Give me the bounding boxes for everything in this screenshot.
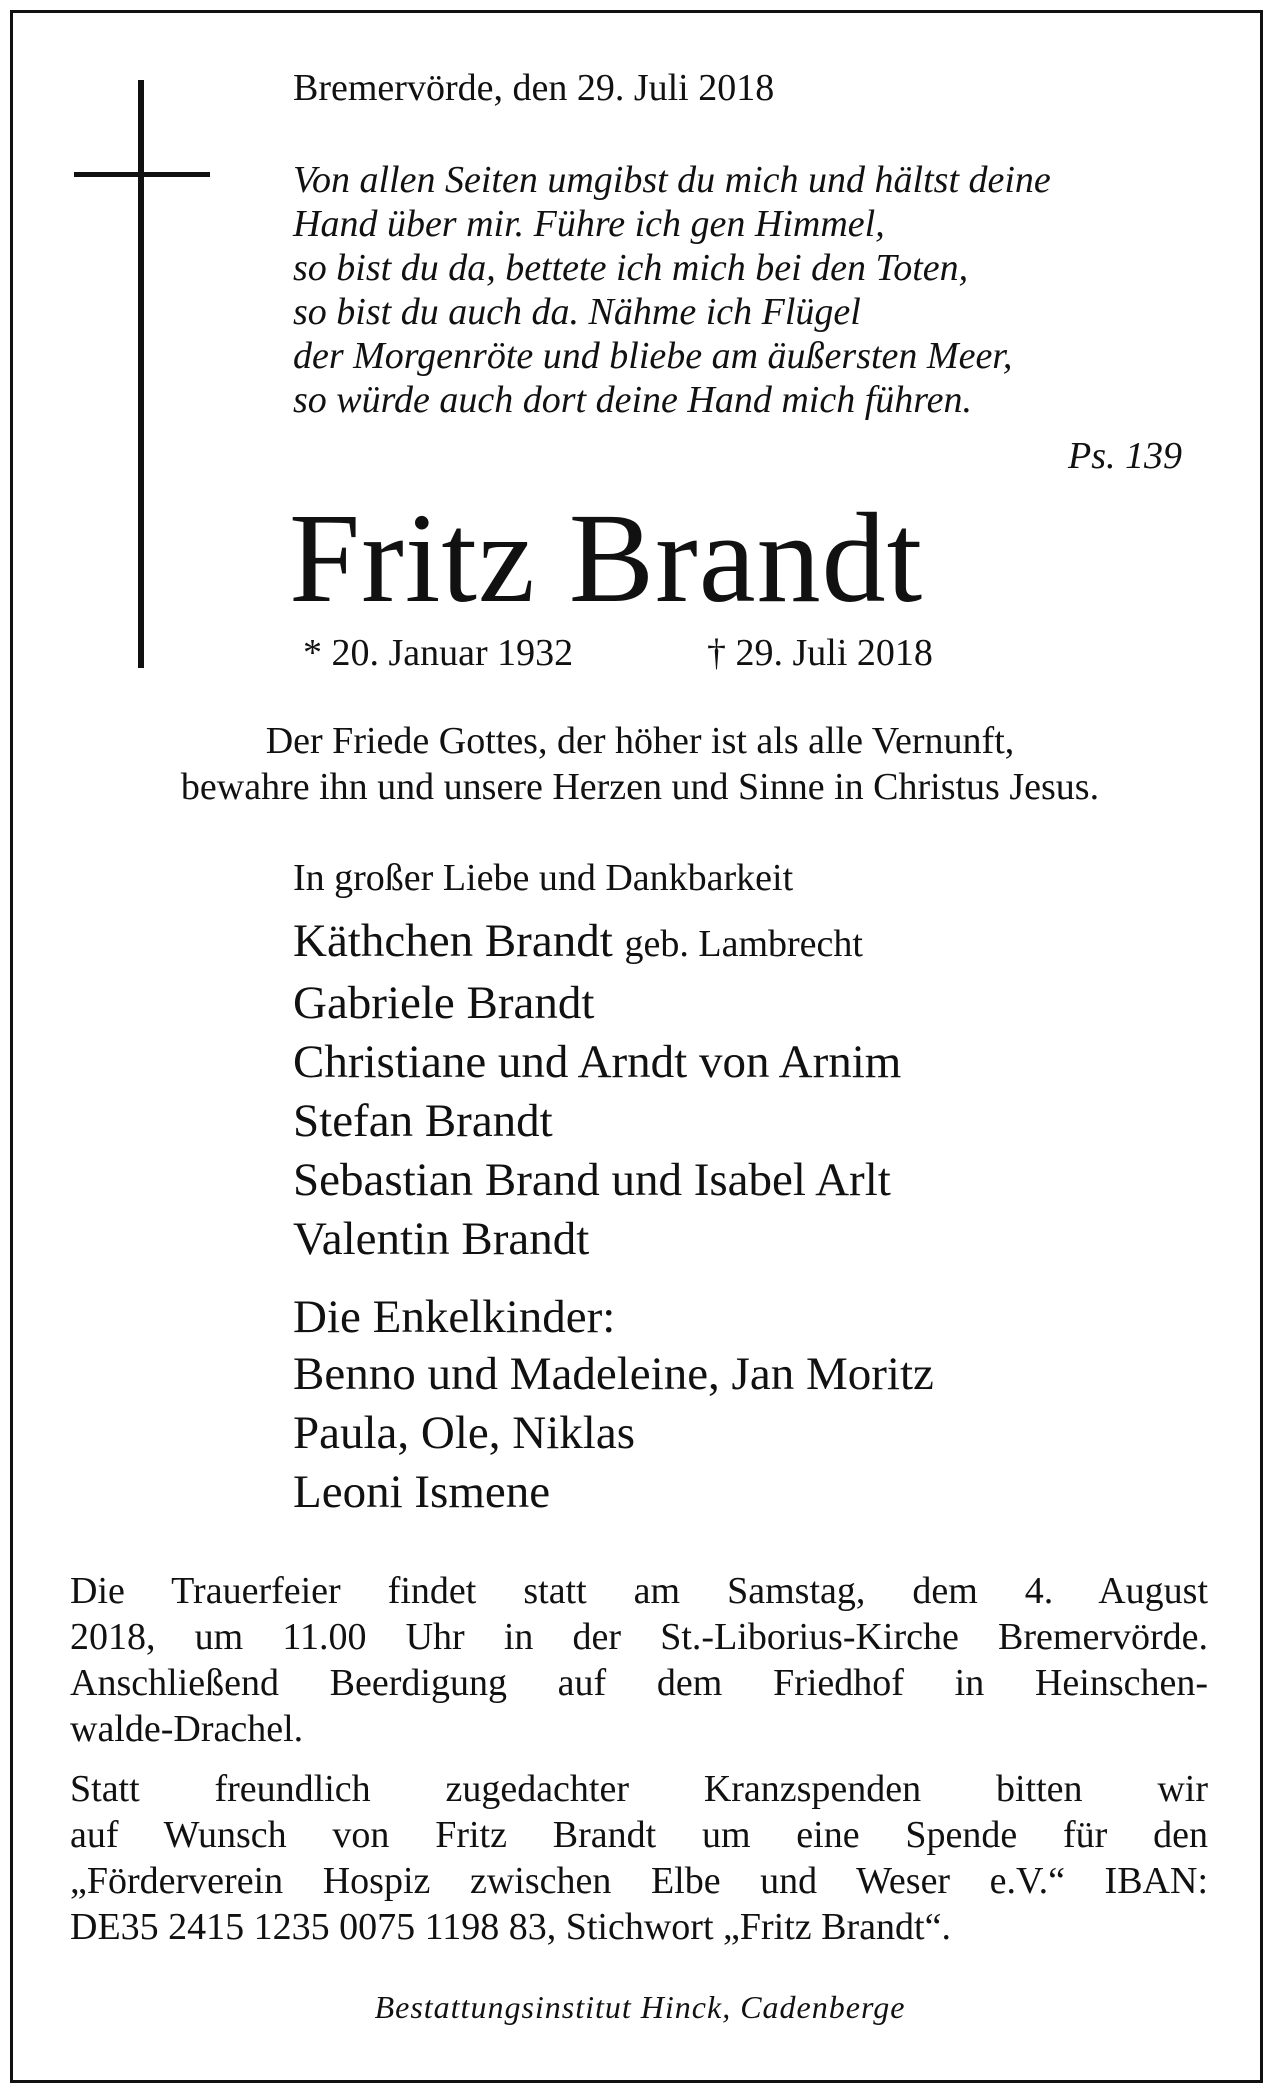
grandchildren-heading: Die Enkelkinder:	[293, 1291, 616, 1343]
funeral-line: 2018, um 11.00 Uhr in der St.-Liborius-Kirche Bremervörde.	[70, 1616, 1208, 1658]
maiden-name: geb. Lambrecht	[624, 923, 863, 965]
mourner-name: Valentin Brandt	[293, 1213, 590, 1265]
undertaker: Bestattungsinstitut Hinck, Cadenberge	[374, 1989, 906, 2025]
verse-line: so bist du auch da. Nähme ich Flügel	[293, 291, 861, 333]
deceased-name: Fritz Brandt	[289, 487, 924, 629]
mourner-name: Stefan Brandt	[293, 1095, 553, 1147]
blessing-line: Der Friede Gottes, der höher ist als alle Vernunft,	[265, 720, 1015, 762]
grandchild-line: Paula, Ole, Niklas	[293, 1407, 635, 1459]
birth-date: * 20. Januar 1932	[303, 632, 574, 674]
donation-line: auf Wunsch von Fritz Brandt um eine Spende für den	[70, 1814, 1208, 1856]
donation-line: DE35 2415 1235 0075 1198 83, Stichwort „Fritz Brandt“.	[70, 1906, 951, 1948]
donation-line: „Förderverein Hospiz zwischen Elbe und Weser e.V.“ IBAN:	[70, 1860, 1208, 1902]
grandchild-line: Benno und Madeleine, Jan Moritz	[293, 1348, 934, 1400]
mourner-name: Sebastian Brand und Isabel Arlt	[293, 1154, 891, 1206]
mourner-first-name: Käthchen Brandt	[293, 915, 613, 967]
verse-line: der Morgenröte und bliebe am äußersten Meer,	[293, 335, 1013, 377]
peace-blessing	[0, 718, 1280, 810]
donation-line: Statt freundlich zugedachter Kranzspenden bitten wir	[70, 1768, 1208, 1810]
mourner-name: Christiane und Arndt von Arnim	[293, 1036, 902, 1088]
cross-horizontal-bar	[74, 172, 210, 177]
verse-line: so würde auch dort deine Hand mich führen.	[293, 379, 972, 421]
mourner-name	[293, 912, 901, 974]
bible-verse	[293, 158, 1051, 422]
verse-line: Von allen Seiten umgibst du mich und hältst deine	[293, 159, 1051, 201]
cross-vertical-bar	[138, 80, 144, 668]
verse-reference: Ps. 139	[1068, 435, 1182, 477]
blessing-line: bewahre ihn und unsere Herzen und Sinne in Christus Jesus.	[180, 766, 1100, 808]
mourner-name: Gabriele Brandt	[293, 977, 595, 1029]
mourners-intro: In großer Liebe und Dankbarkeit	[293, 857, 794, 899]
donation-info	[70, 1766, 1208, 1950]
place-date: Bremervörde, den 29. Juli 2018	[293, 67, 775, 109]
verse-line: Hand über mir. Führe ich gen Himmel,	[293, 203, 885, 245]
funeral-line: walde-Drachel.	[70, 1708, 304, 1750]
funeral-line: Die Trauerfeier findet statt am Samstag, dem 4. August	[70, 1570, 1208, 1612]
mourners-list	[293, 912, 901, 1269]
grandchild-line: Leoni Ismene	[293, 1466, 551, 1518]
grandchildren-list	[293, 1345, 934, 1522]
death-date: † 29. Juli 2018	[707, 632, 933, 674]
funeral-info	[70, 1568, 1208, 1752]
verse-line: so bist du da, bettete ich mich bei den Toten,	[293, 247, 969, 289]
funeral-line: Anschließend Beerdigung auf dem Friedhof in Heinschen-	[70, 1662, 1208, 1704]
